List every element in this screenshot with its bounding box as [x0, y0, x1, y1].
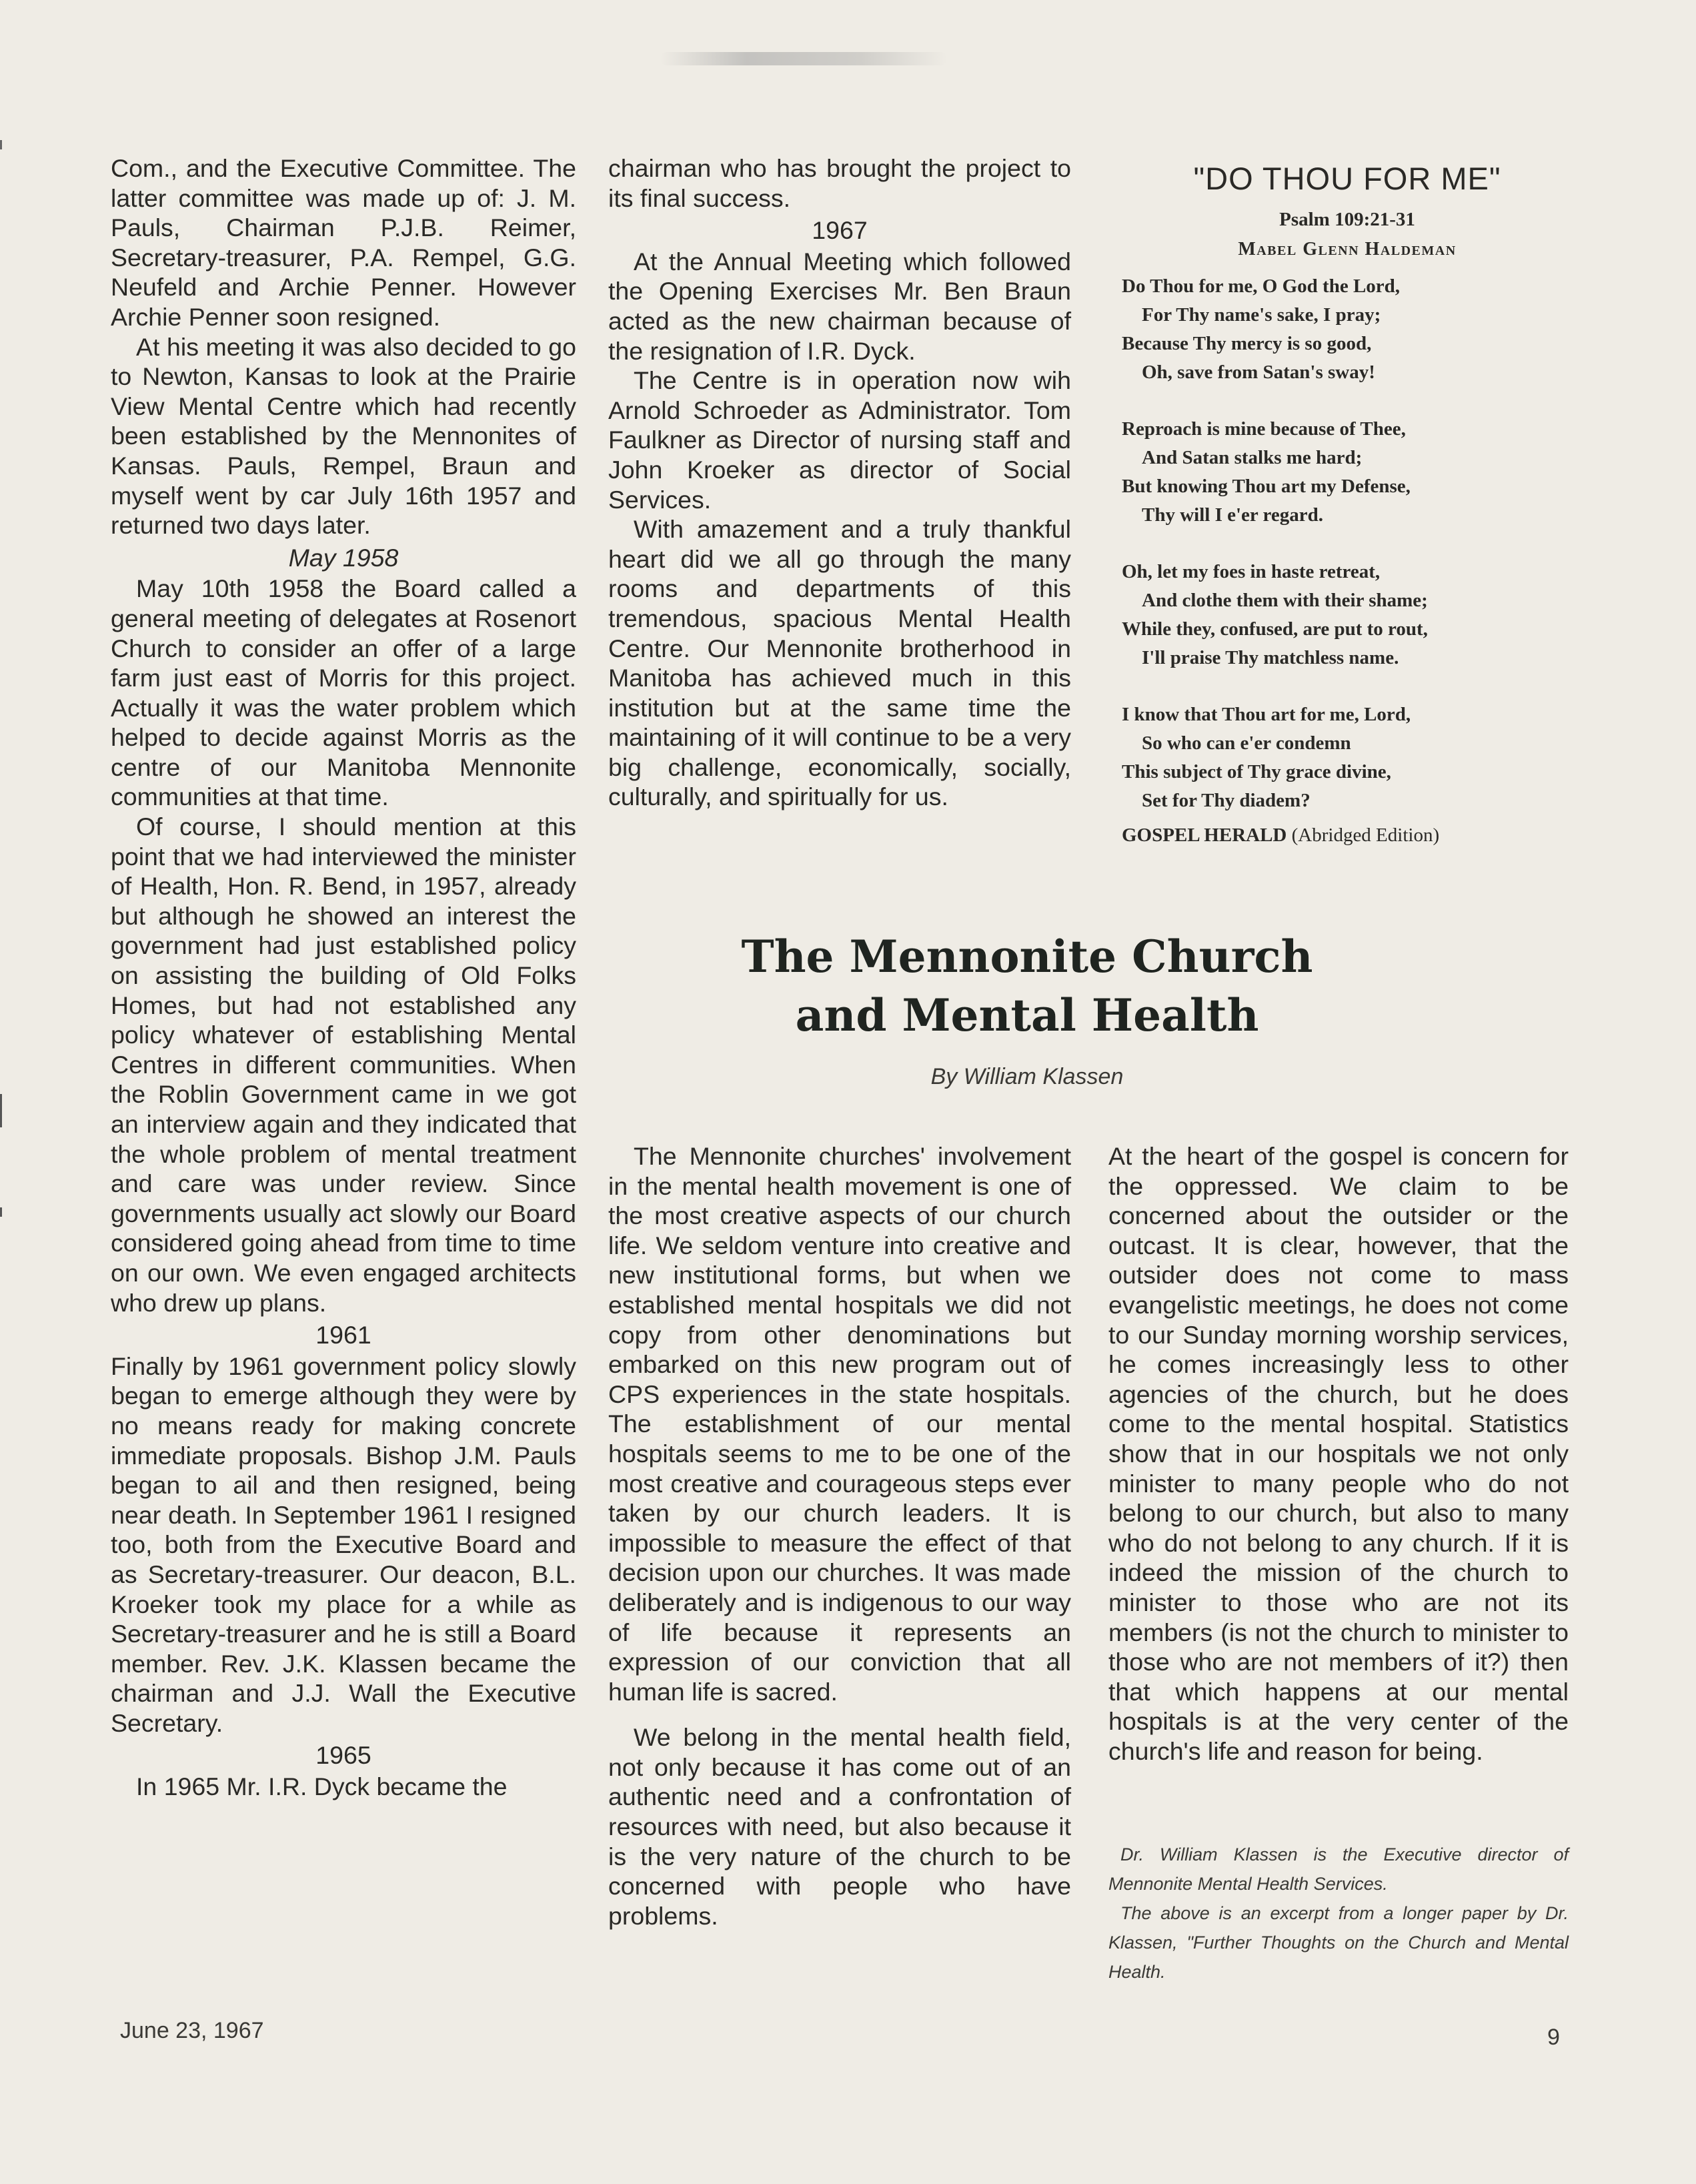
poem-line: Thy will I e'er regard.: [1142, 504, 1323, 526]
paragraph: Finally by 1961 government policy slowly began to emerge although they were by no means ready for making concrete immediate proposals. Bishop J.M. Pauls began to ail and then resigned, being near death. In September 1961 I resigned too, both from the Executive Board and as Secretary-treasurer. Our deacon, B.L. Kroeker took my place for a while as Secretary-treasurer and he is still a Board member. Rev. J.K. Klassen became the chairman and J.J. Wall the Executive Secretary.: [111, 1351, 576, 1737]
paragraph: At his meeting it was also decided to go to Newton, Kansas to look at the Prairie View Mental Centre which had recently been established by the Mennonites of Kansas. Pauls, Rempel, Braun and myself went by car July 16th 1957 and returned two days later.: [111, 332, 576, 540]
poem-stanza: [1122, 272, 1587, 387]
poem-stanza: [1122, 415, 1587, 530]
poem-line: Set for Thy diadem?: [1142, 790, 1311, 811]
poem-line: And clothe them with their shame;: [1142, 590, 1428, 611]
author-note: [1108, 1840, 1569, 1987]
poem-line: So who can e'er condemn: [1142, 732, 1351, 754]
poem-line: And Satan stalks me hard;: [1142, 447, 1363, 468]
paragraph: With amazement and a truly thankful heart did we all go through the many rooms and departments of this tremendous, spacious Mental Health Centre. Our Mennonite brotherhood in Manitoba has achieved much in this institution but at the same time the maintaining of it will continue to be a very big challenge, economically, socially, culturally, and spiritually for us.: [608, 515, 1071, 811]
poem-line: I know that Thou art for me, Lord,: [1122, 704, 1411, 725]
article-title: [667, 927, 1387, 1045]
poem-line: I'll praise Thy matchless name.: [1142, 647, 1399, 668]
author-bio: Dr. William Klassen is the Executive director of Mennonite Mental Health Services.: [1108, 1844, 1569, 1894]
poem-line: Because Thy mercy is so good,: [1122, 333, 1372, 354]
poem-line: For Thy name's sake, I pray;: [1142, 304, 1381, 326]
margin-mark: [0, 1207, 2, 1217]
poem-reference: Psalm 109:21-31: [1279, 209, 1415, 230]
column-history-right: [608, 153, 1071, 812]
column-history-left: [111, 153, 576, 1802]
paragraph: At the Annual Meeting which followed the Opening Exercises Mr. Ben Braun acted as the new chairman because of the resignation of I.R. Dyck.: [608, 247, 1071, 365]
section-heading: 1961: [315, 1321, 371, 1349]
paragraph: May 10th 1958 the Board called a general meeting of delegates at Rosenort Church to consider an offer of a large farm just east of Morris for this project. Actually it was the water problem which helped to decide against Morris as the centre of our Manitoba Mennonite communities at that time.: [111, 574, 576, 811]
poem-stanza: [1122, 700, 1587, 815]
margin-mark: [0, 1094, 2, 1127]
section-heading: 1967: [812, 216, 868, 245]
poem-title: "DO THOU FOR ME": [1193, 161, 1501, 196]
paragraph: Com., and the Executive Committee. The latter committee was made up of: J. M. Pauls, Chairman P.J.B. Reimer, Secretary-treasurer, P.A. Rempel, G.G. Neufeld and Archie Penner. However Archie Penner soon resigned.: [111, 154, 576, 331]
poem-line: Do Thou for me, O God the Lord,: [1122, 276, 1401, 297]
poem-line: Oh, let my foes in haste retreat,: [1122, 561, 1381, 582]
poem-line: Reproach is mine because of Thee,: [1122, 418, 1406, 440]
poem-line: But knowing Thou art my Defense,: [1122, 476, 1411, 497]
poem-line: Oh, save from Satan's sway!: [1142, 362, 1375, 383]
poem-line: This subject of Thy grace divine,: [1122, 761, 1391, 782]
page-number: 9: [1547, 2025, 1560, 2050]
poem-source-edition: (Abridged Edition): [1291, 825, 1440, 846]
article-title-line: The Mennonite Church: [741, 931, 1313, 983]
article-byline: By William Klassen: [930, 1064, 1124, 1089]
column-article-left: [608, 1141, 1071, 1931]
excerpt-note: The above is an excerpt from a longer paper by Dr. Klassen, "Further Thoughts on the Church and Mental Health.: [1108, 1903, 1569, 1982]
poem-author: Mabel Glenn Haldeman: [1238, 239, 1457, 259]
paragraph: In 1965 Mr. I.R. Dyck became the: [136, 1772, 508, 1801]
poem-stanza: [1122, 558, 1587, 672]
paragraph: The Mennonite churches' involvement in the mental health movement is one of the most creative aspects of our church life. We seldom venture into creative and new institutional forms, but when we established mental hospitals we did not copy from other denominations but embarked on this new program out of CPS experiences in the state hospitals. The establishment of our mental hospitals seems to me to be one of the most creative and courageous steps ever taken by our church leaders. It is impossible to measure the effect of that decision upon our churches. It was made deliberately and is indigenous to our way of life because it represents an expression of our conviction that all human life is sacred.: [608, 1142, 1071, 1706]
poem-line: While they, confused, are put to rout,: [1122, 618, 1428, 640]
paragraph: The Centre is in operation now wih Arnold Schroeder as Administrator. Tom Faulkner as Director of nursing staff and John Kroeker as director of Social Services.: [608, 366, 1071, 514]
paragraph: At the heart of the gospel is concern for the oppressed. We claim to be concerned about the outsider or the outcast. It is clear, however, that the outsider does not come to mass evangelistic meetings, he does not come to our Sunday morning worship services, he comes increasingly less to other agencies of the church, but he does come to the mental hospital. Statistics show that in our hospitals we not only minister to many people who do not belong to our church, but also to many who do not belong to any church. If it is indeed the mission of the church to minister to those who are not its members (is not the church to minister to those who are not members of it?) then that which happens at our mental hospitals is at the very center of the church's life and reason for being.: [1108, 1142, 1569, 1765]
footer-date: June 23, 1967: [120, 2018, 264, 2043]
section-heading: May 1958: [288, 543, 399, 572]
paragraph: We belong in the mental health field, not only because it has come out of an authentic need and a confrontation of resources with need, but also because it is the very nature of the church to be concerned with people who have problems.: [608, 1723, 1071, 1930]
poem: [1107, 160, 1587, 847]
section-heading: 1965: [315, 1741, 371, 1770]
column-article-right: [1108, 1141, 1569, 1766]
paragraph: Of course, I should mention at this point that we had interviewed the minister of Health, Hon. R. Bend, in 1957, already but although he showed an interest the government had just established policy on assisting the building of Old Folks Homes, but had not established any policy whatever of establishing Mental Centres in different communities. When the Roblin Government came in we got an interview again and they indicated that the whole problem of mental treatment and care was under review. Since governments usually act slowly our Board considered going ahead from time to time on our own. We even engaged architects who drew up plans.: [111, 812, 576, 1317]
paragraph: chairman who has brought the project to its final success.: [608, 154, 1071, 212]
poem-source: [1122, 825, 1587, 847]
margin-mark: [0, 140, 2, 149]
scan-smudge: [660, 52, 947, 65]
article-title-line: and Mental Health: [795, 989, 1259, 1041]
poem-source-name: GOSPEL HERALD: [1122, 825, 1287, 846]
